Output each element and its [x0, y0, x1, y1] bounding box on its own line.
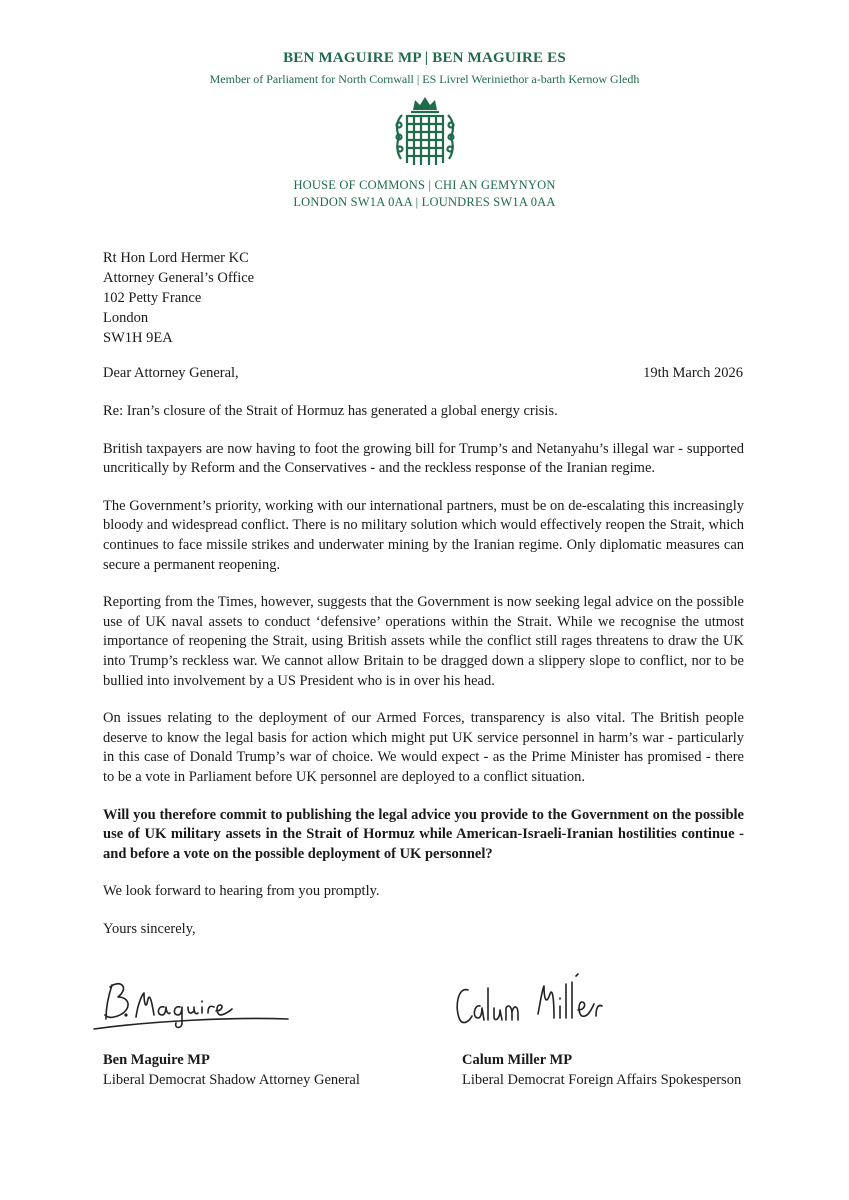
house-address-line-1: HOUSE OF COMMONS | CHI AN GEMYNYON: [293, 178, 556, 192]
signatory-name: Ben Maguire MP: [103, 1052, 210, 1068]
letterhead-subtitle: Member of Parliament for North Cornwall | ES Livrel Weriniethor a-barth Kernow Gledh: [209, 72, 640, 86]
signatory-name: Calum Miller MP: [462, 1052, 573, 1068]
body-paragraph: Reporting from the Times, however, suggests that the Government is now seeking legal advice on the possible use of UK naval assets to conduct ‘defensive’ operations within the Strait. While we recognise the utmost importance of reopening the Strait, using British assets while the conflict still rages threatens to draw the UK into Trump’s reckless war. We cannot allow Britain to be dragged down a slippery slope to conflict, nor to be bullied into involvement by a US President who is in over his head.: [103, 594, 744, 689]
closing-remark: We look forward to hearing from you promptly.: [103, 883, 380, 900]
body-paragraph: On issues relating to the deployment of our Armed Forces, transparency is also vital. The British people deserve to know the legal basis for action which might put UK service personnel in harm’s war - particularly in this case of Donald Trump’s war of choice. We would expect - as the Prime Minister has promised - there to be a vote in Parliament before UK personnel are deployed to a conflict situation.: [103, 710, 744, 785]
signatory-role: Liberal Democrat Shadow Attorney General: [103, 1072, 360, 1088]
address-line: 102 Petty France: [103, 290, 202, 306]
letterhead-title: BEN MAGUIRE MP | BEN MAGUIRE ES: [283, 50, 566, 66]
address-line: SW1H 9EA: [103, 330, 173, 346]
letter-body: [103, 402, 744, 957]
body-paragraph: The Government’s priority, working with our international partners, must be on de-escalating this increasingly bloody and widespread conflict. There is no military solution which would effectively reopen the Strait, which continues to face missile strikes and underwater mining by the Iranian regime. Only diplomatic measures can secure a permanent reopening.: [103, 497, 744, 573]
body-paragraph: British taxpayers are now having to foot the growing bill for Trump’s and Netanyahu’s illegal war - supported uncritically by Reform and the Conservatives - and the reckless response of the Iranian regime.: [103, 440, 744, 477]
portcullis-icon: [393, 95, 457, 169]
signatory-role: Liberal Democrat Foreign Affairs Spokesperson: [462, 1072, 742, 1088]
key-question-paragraph: Will you therefore commit to publishing the legal advice you provide to the Government on the possible use of UK military assets in the Strait of Hormuz while American-Israeli-Iranian hostilities continue - and before a vote on the possible deployment of UK personnel?: [103, 806, 744, 862]
signature-calum-miller: [452, 968, 622, 1038]
address-line: Attorney General’s Office: [103, 270, 255, 286]
recipient-address: [103, 248, 254, 348]
subject-line: Re: Iran’s closure of the Strait of Hormuz has generated a global energy crisis.: [103, 403, 558, 419]
salutation: Dear Attorney General,: [103, 365, 239, 381]
valediction: Yours sincerely,: [103, 920, 196, 937]
house-address-line-2: LONDON SW1A 0AA | LOUNDRES SW1A 0AA: [293, 195, 556, 209]
signature-ben-maguire: [92, 975, 292, 1035]
letter-date: 19th March 2026: [643, 365, 743, 381]
address-line: Rt Hon Lord Hermer KC: [103, 250, 249, 266]
address-line: London: [103, 310, 149, 326]
